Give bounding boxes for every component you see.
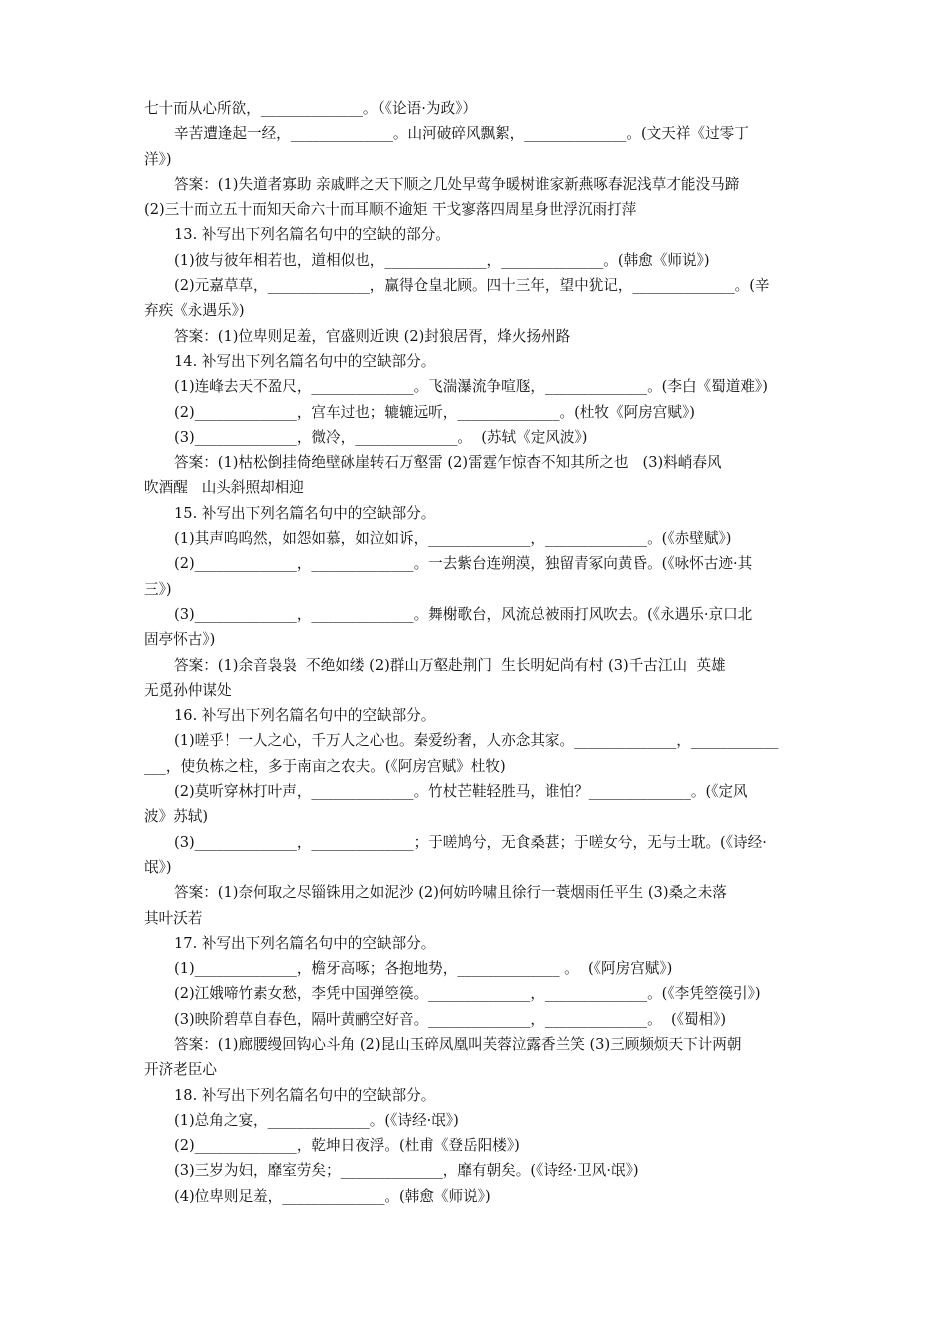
document-line: ___，使负栋之柱，多于南亩之农夫。(《阿房宫赋》杜牧) <box>144 757 506 775</box>
document-line: 吹酒醒 山头斜照却相迎 <box>144 479 304 497</box>
document-line: 答案：(1)廊腰缦回钩心斗角 (2)昆山玉碎凤凰叫芙蓉泣露香兰笑 (3)三顾频烦天下计两朝 <box>174 1035 742 1053</box>
document-body <box>144 96 834 1209</box>
document-line: 固亭怀古》) <box>144 631 216 649</box>
document-line: 洋》) <box>144 150 172 168</box>
document-line: 答案：(1)枯松倒挂倚绝壁砯崖转石万壑雷 (2)雷霆乍惊杳不知其所之也 (3)料峭春风 <box>174 454 722 472</box>
document-line: (4)位卑则足羞，______________。(韩愈《师说》) <box>174 1187 491 1205</box>
document-line: 氓》) <box>144 858 172 876</box>
document-line: 开济老臣心 <box>144 1061 217 1079</box>
document-line: (2)三十而立五十而知天命六十而耳顺不逾矩 干戈寥落四周星身世浮沉雨打萍 <box>144 201 637 219</box>
document-line: 15. 补写出下列名篇名句中的空缺部分。 <box>174 504 436 522</box>
document-line: 18. 补写出下列名篇名句中的空缺部分。 <box>174 1086 436 1104</box>
document-line: 弃疾《永遇乐》) <box>144 302 245 320</box>
document-line: (2)莫听穿林打叶声，______________。竹杖芒鞋轻胜马，谁怕？______________。(《定风 <box>174 783 748 801</box>
document-line: 17. 补写出下列名篇名句中的空缺部分。 <box>174 934 436 952</box>
document-line: (1)连峰去天不盈尺，______________。飞湍瀑流争喧豗，______________。(李白《蜀道难》) <box>174 378 768 396</box>
document-line: 其叶沃若 <box>144 909 203 927</box>
document-line: 七十而从心所欲，______________。（《论语·为政》） <box>144 100 477 117</box>
document-line: 答案：(1)余音袅袅 不绝如缕 (2)群山万壑赴荆门 生长明妃尚有村 (3)千古江山 英雄 <box>174 656 726 674</box>
document-line: 16. 补写出下列名篇名句中的空缺部分。 <box>174 707 436 725</box>
document-line: (2)元嘉草草，______________，赢得仓皇北顾。四十三年，望中犹记，______________。(辛 <box>174 277 770 295</box>
document-line: (1)______________，檐牙高啄；各抱地势，______________ 。 (《阿房宫赋》) <box>174 960 673 978</box>
document-line: 波》苏轼) <box>144 808 209 826</box>
document-line: 答案：(1)失道者寡助 亲戚畔之天下顺之几处早莺争暖树谁家新燕啄春泥浅草才能没马蹄 <box>174 175 740 193</box>
document-line: (1)其声呜呜然，如怨如慕，如泣如诉，______________，______________。(《赤壁赋》) <box>174 530 732 548</box>
document-line: (2)______________，______________。一去紫台连朔漠，独留青冢向黄昏。(《咏怀古迹·其 <box>174 555 753 573</box>
document-line: (3)三岁为妇，靡室劳矣；______________，靡有朝矣。(《诗经·卫风·氓》) <box>174 1162 639 1180</box>
document-line: (1)总角之宴，______________。(《诗经·氓》) <box>174 1111 459 1129</box>
document-line: 14. 补写出下列名篇名句中的空缺部分。 <box>174 352 436 370</box>
document-line: 答案：(1)奈何取之尽锱铢用之如泥沙 (2)何妨吟啸且徐行一蓑烟雨任平生 (3)桑之未落 <box>174 884 727 902</box>
document-line: (3)______________，微冷，______________。 (苏轼《定风波》) <box>174 428 588 446</box>
document-line: 无觅孙仲谋处 <box>144 681 232 699</box>
document-line: (3)______________，______________；于嗟鸠兮，无食桑葚；于嗟女兮，无与士耽。(《诗经· <box>174 833 767 851</box>
document-line: (1)彼与彼年相若也，道相似也，______________，______________。(韩愈《师说》) <box>174 251 710 269</box>
document-line: (1)嗟乎！一人之心，千万人之心也。秦爱纷奢，人亦念其家。______________，____________ <box>174 732 779 750</box>
document-line: (3)映阶碧草自春色，隔叶黄鹂空好音。______________，______________。 (《蜀相》) <box>174 1010 727 1028</box>
document-line: 13. 补写出下列名篇名句中的空缺的部分。 <box>174 226 450 244</box>
document-line: (2)______________，乾坤日夜浮。(杜甫《登岳阳楼》) <box>174 1137 520 1155</box>
document-line: 三》) <box>144 580 172 598</box>
document-line: 答案：(1)位卑则足羞，官盛则近谀 (2)封狼居胥，烽火扬州路 <box>174 327 571 345</box>
document-line: (2)江娥啼竹素女愁，李凭中国弹箜篌。______________，______________。(《李凭箜篌引》) <box>174 985 761 1003</box>
document-line: (2)______________，宫车过也；辘辘远听，______________。(杜牧《阿房宫赋》) <box>174 403 695 421</box>
document-line: 辛苦遭逢起一经，______________。山河破碎风飘絮，______________。(文天祥《过零丁 <box>174 125 749 143</box>
document-line: (3)______________，______________。舞榭歌台，风流总被雨打风吹去。(《永遇乐·京口北 <box>174 605 753 623</box>
